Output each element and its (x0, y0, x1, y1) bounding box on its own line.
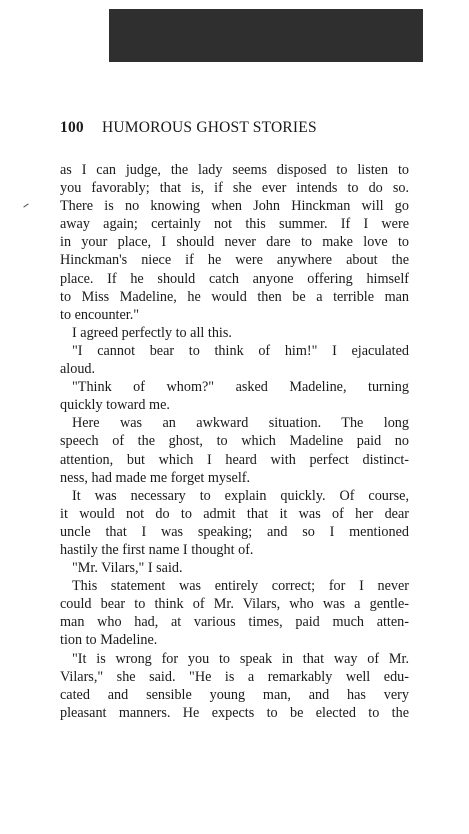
text-line: hastily the first name I thought of. (60, 541, 254, 558)
text-line: man who had, at various times, paid much atten- (60, 614, 409, 631)
text-line: in your place, I should never dare to make love to (60, 234, 409, 251)
text-line: tion to Madeline. (60, 632, 158, 649)
running-title: HUMOROUS GHOST STORIES (101, 119, 317, 136)
text-line: to Miss Madeline, he would then be a terrible man (60, 288, 409, 305)
text-line: you favorably; that is, if she ever intends to do so. (60, 180, 409, 197)
text-line: ness, had made me forget myself. (60, 469, 251, 486)
text-line: pleasant manners. He expects to be elected to the (60, 704, 409, 721)
redaction-bar (109, 9, 423, 62)
text-line: aloud. (60, 361, 96, 378)
text-line: This statement was entirely correct; for I never (72, 578, 409, 595)
page-number: 100 (60, 119, 84, 136)
text-line: place. If he should catch anyone offering himself (60, 270, 409, 287)
text-line: It was necessary to explain quickly. Of course, (72, 487, 409, 504)
text-line: could bear to think of Mr. Vilars, who was a gentle- (60, 596, 409, 613)
text-line: "It is wrong for you to speak in that way of Mr. (72, 650, 409, 667)
margin-pencil-mark (23, 203, 28, 207)
text-line: attention, but which I heard with perfect distinct- (60, 451, 409, 468)
text-line: "Mr. Vilars," I said. (72, 560, 183, 577)
text-line: There is no knowing when John Hinckman will go (60, 198, 409, 215)
text-line: away again; certainly not this summer. If I were (60, 216, 409, 233)
text-line: cated and sensible young man, and has very (60, 686, 409, 703)
text-line: as I can judge, the lady seems disposed to listen to (60, 162, 409, 178)
text-line: "I cannot bear to think of him!" I ejaculated (72, 342, 409, 359)
page-header (60, 119, 317, 137)
body-text (60, 161, 409, 722)
text-line: Hinckman's niece if he were anywhere about the (60, 252, 409, 269)
text-line: Here was an awkward situation. The long (72, 415, 409, 432)
text-line: it would not do to admit that it was of her dear (60, 505, 409, 522)
text-line: I agreed perfectly to all this. (72, 324, 232, 341)
text-line: Vilars," she said. "He is a remarkably well edu- (60, 668, 409, 685)
text-line: uncle that I was speaking; and so I mentioned (60, 523, 409, 540)
text-line: "Think of whom?" asked Madeline, turning (72, 379, 409, 396)
text-line: quickly toward me. (60, 397, 170, 414)
text-line: speech of the ghost, to which Madeline paid no (60, 433, 409, 450)
text-line: to encounter." (60, 306, 140, 323)
